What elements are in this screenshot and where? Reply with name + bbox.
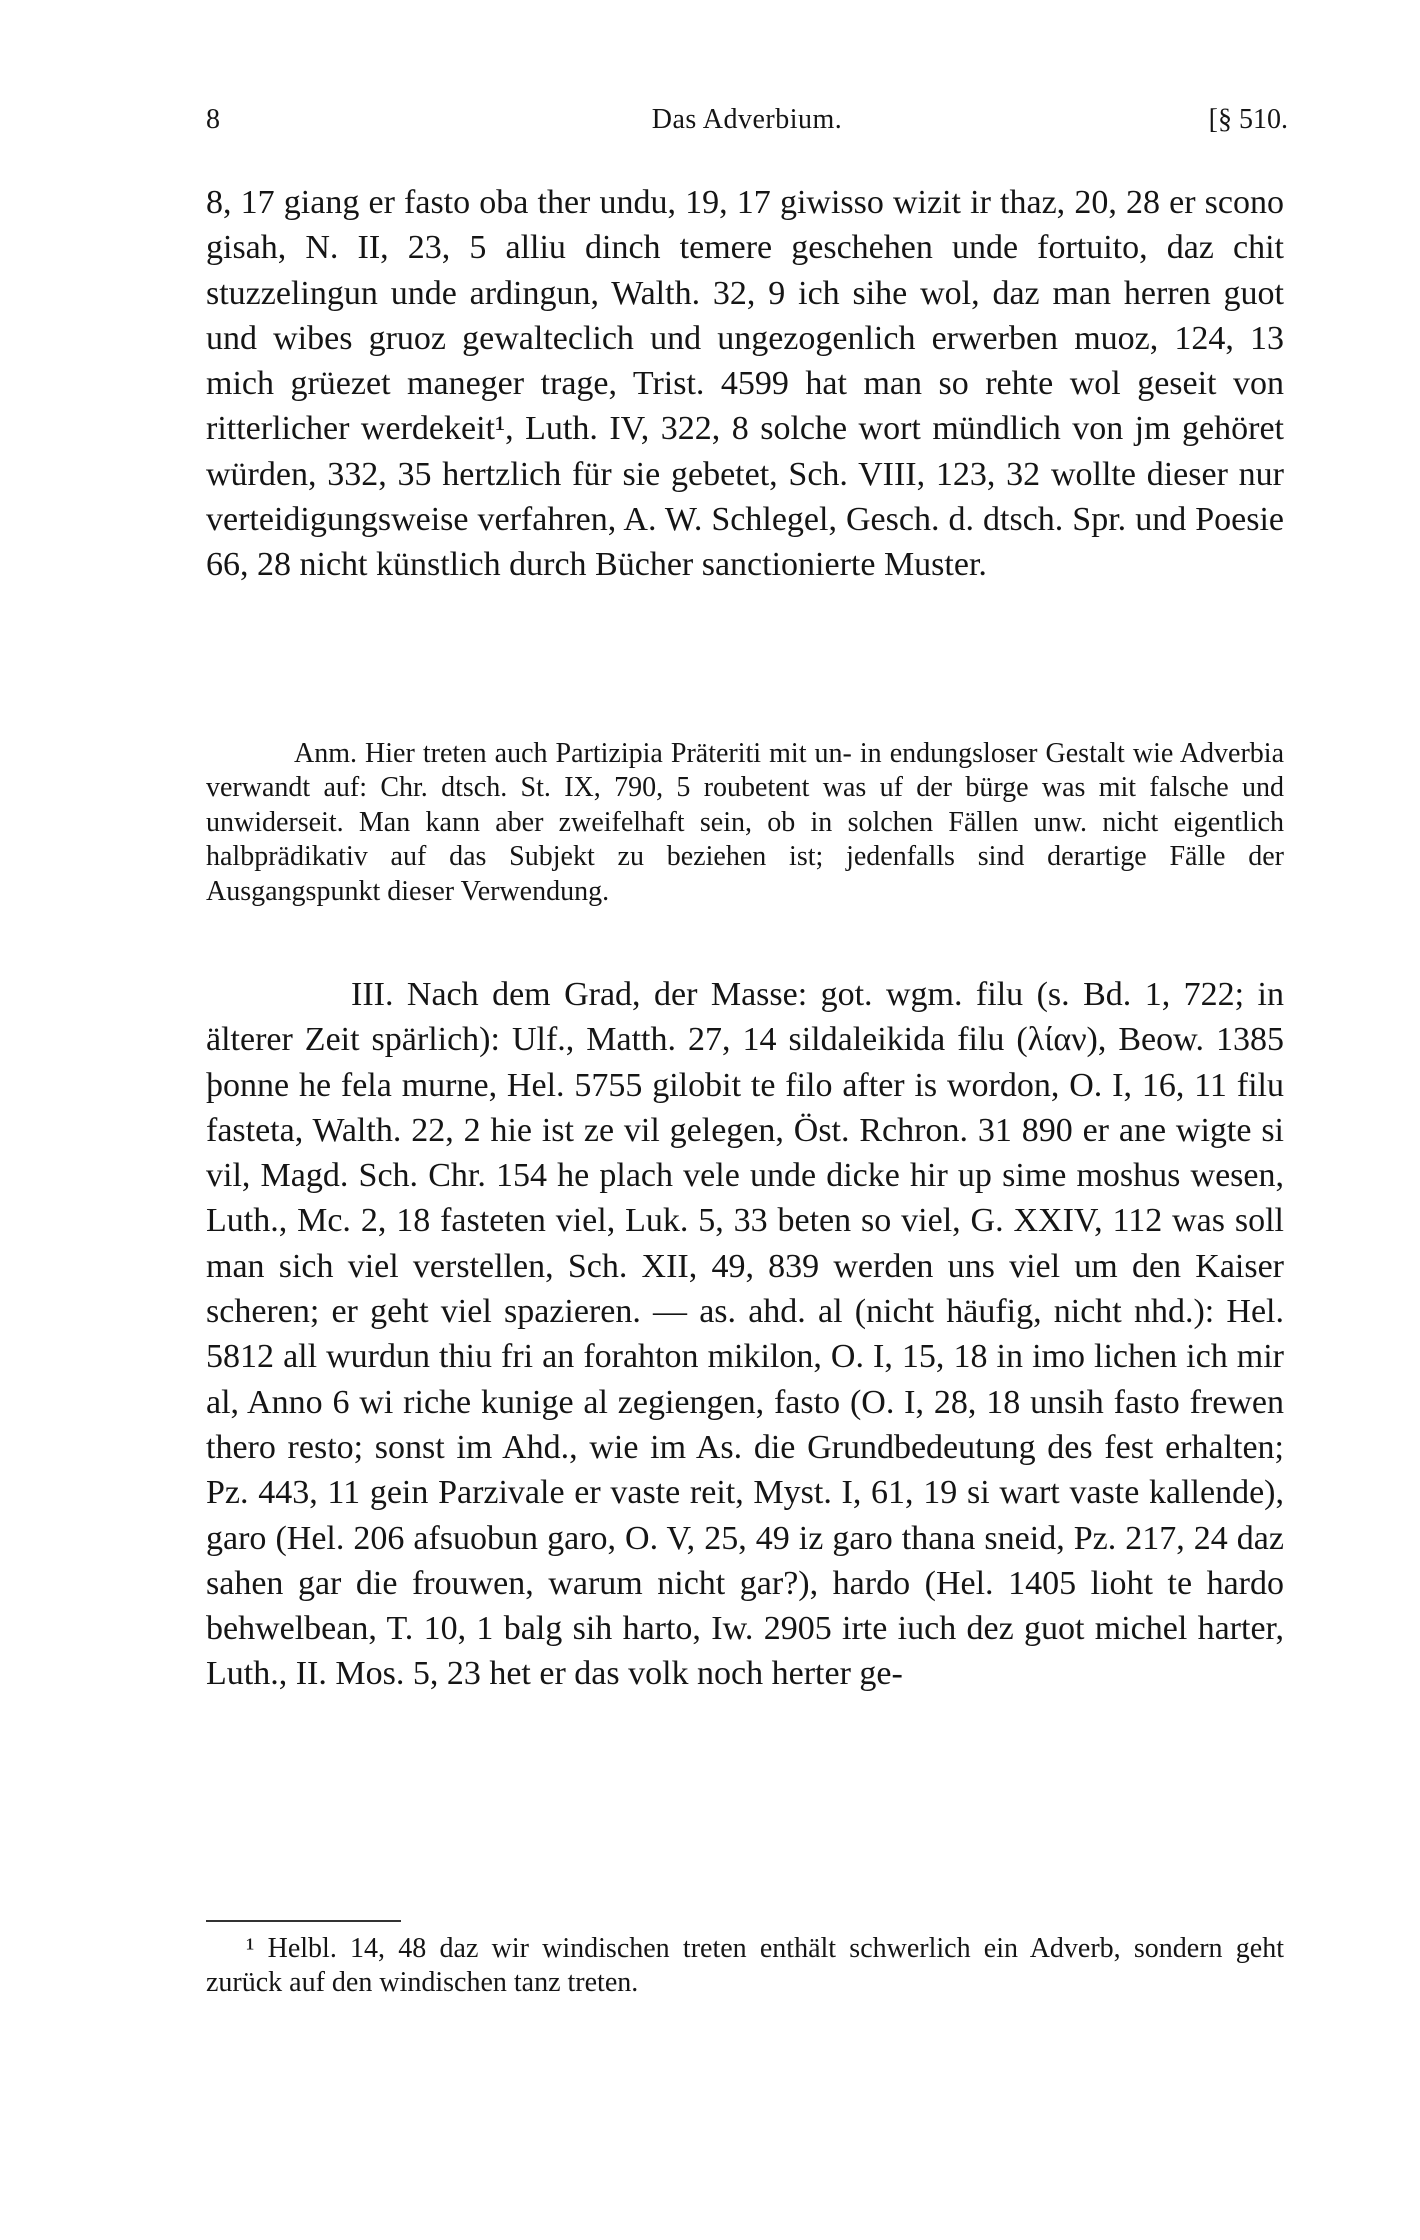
- running-title: Das Adverbium.: [651, 104, 843, 135]
- main-text-block-2: [206, 972, 1284, 1697]
- footnote-rule: [206, 1920, 401, 1922]
- running-header: [206, 104, 1288, 144]
- section-reference: [§ 510.: [1208, 104, 1288, 135]
- annotation-paragraph: Anm. Hier treten auch Partizipia Präteriti mit un- in endungsloser Gestalt wie Adverbia verwandt auf: Chr. dtsch. St. IX, 790, 5 roubetent was uf der bürge was mit falsche und unwiderseit. Man kann aber zweifelhaft sein, ob in solchen Fällen unw. nicht eigentlich halbprädikativ auf das Subjekt zu beziehen ist; jedenfalls sind derartige Fälle der Ausgangspunkt dieser Verwendung.: [206, 738, 1284, 907]
- paragraph-2: III. Nach dem Grad, der Masse: got. wgm. filu (s. Bd. 1, 722; in älterer Zeit spärlich): Ulf., Matth. 27, 14 sildaleikida filu (λίαν), Beow. 1385 þonne he fela murne, Hel. 5755 gilobit te filo after is wordon, O. I, 16, 11 filu fasteta, Walth. 22, 2 hie ist ze vil gelegen, Öst. Rchron. 31 890 er ane wigte si vil, Magd. Sch. Chr. 154 he plach vele unde dicke hir up sime moshus wesen, Luth., Mc. 2, 18 fasteten viel, Luk. 5, 33 beten so viel, G. XXIV, 112 was soll man sich viel verstellen, Sch. XII, 49, 839 werden uns viel um den Kaiser scheren; er geht viel spazieren. — as. ahd. al (nicht häufig, nicht nhd.): Hel. 5812 all wurdun thiu fri an forahton mikilon, O. I, 15, 18 in imo lichen ich mir al, Anno 6 wi riche kunige al zegiengen, fasto (O. I, 28, 18 unsih fasto frewen thero resto; sonst im Ahd., wie im As. die Grundbedeutung des fest erhalten; Pz. 443, 11 gein Parzivale er vaste reit, Myst. I, 61, 19 si wart vaste kallende), garo (Hel. 206 afsuobun garo, O. V, 25, 49 iz garo thana sneid, Pz. 217, 24 daz sahen gar die frouwen, warum nicht gar?), hardo (Hel. 1405 lioht te hardo behwelbean, T. 10, 1 balg sih harto, Iw. 2905 irte iuch dez guot michel harter, Luth., II. Mos. 5, 23 het er das volk noch herter ge-: [206, 976, 1284, 1693]
- footnote-1: ¹ Helbl. 14, 48 daz wir windischen treten enthält schwerlich ein Adverb, sondern geht zurück auf den windischen tanz treten.: [206, 1933, 1284, 1998]
- main-text-block-1: [206, 180, 1284, 588]
- footnote-block: [206, 1932, 1284, 2000]
- page-number: 8: [206, 104, 220, 135]
- paragraph-1: 8, 17 giang er fasto oba ther undu, 19, 17 giwisso wizit ir thaz, 20, 28 er scono gisah, N. II, 23, 5 alliu dinch temere geschehen unde fortuito, daz chit stuzzelingun unde ardingun, Walth. 32, 9 ich sihe wol, daz man herren guot und wibes gruoz gewalteclich und ungezogenlich erwerben muoz, 124, 13 mich grüezet maneger trage, Trist. 4599 hat man so rehte wol geseit von ritterlicher werdekeit¹, Luth. IV, 322, 8 solche wort mündlich von jm gehöret würden, 332, 35 hertzlich für sie gebetet, Sch. VIII, 123, 32 wollte dieser nur verteidigungsweise verfahren, A. W. Schlegel, Gesch. d. dtsch. Spr. und Poesie 66, 28 nicht künstlich durch Bücher sanctionierte Muster.: [206, 184, 1284, 584]
- annotation-block: [206, 737, 1284, 909]
